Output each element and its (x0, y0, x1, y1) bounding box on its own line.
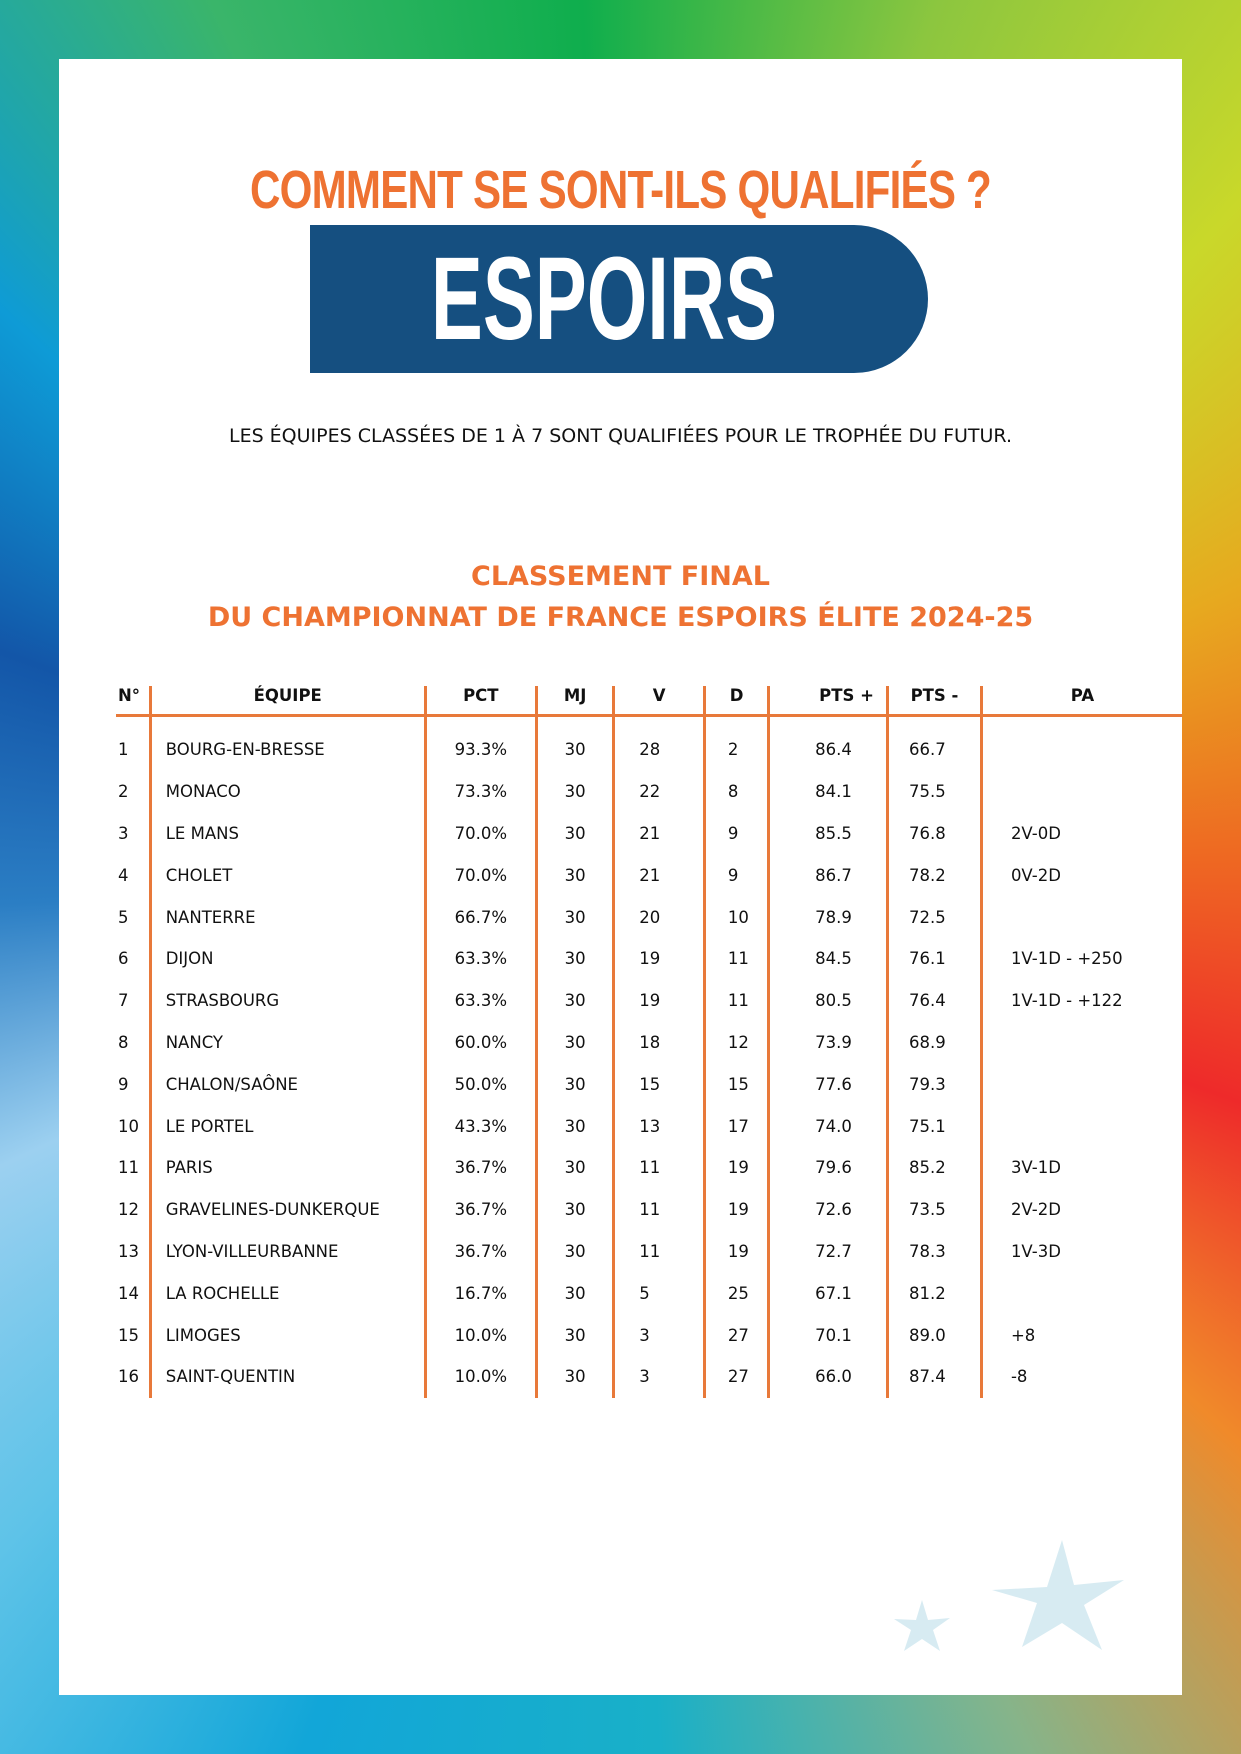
cell-pts-minus: 75.5 (888, 771, 982, 813)
cell-v: 28 (614, 716, 705, 771)
cell-num: 6 (116, 938, 150, 980)
table-row (116, 1105, 1182, 1147)
cell-num: 10 (116, 1105, 150, 1147)
cell-team: CHOLET (150, 854, 425, 896)
cell-pts-minus: 72.5 (888, 896, 982, 938)
cell-d: 9 (704, 854, 768, 896)
cell-gap (769, 1231, 807, 1273)
cell-team: DIJON (150, 938, 425, 980)
cell-d: 19 (704, 1189, 768, 1231)
cell-d: 19 (704, 1147, 768, 1189)
header-v: V (614, 686, 705, 716)
cell-team: LA ROCHELLE (150, 1272, 425, 1314)
cell-gap (769, 938, 807, 980)
table-row (116, 980, 1182, 1022)
cell-pts-plus: 80.5 (807, 980, 887, 1022)
header-pts-plus: PTS + (807, 686, 887, 716)
standings-table (116, 686, 1182, 1398)
cell-mj: 30 (536, 1314, 613, 1356)
cell-pts-minus: 76.8 (888, 813, 982, 855)
cell-gap (769, 771, 807, 813)
cell-pts-minus: 68.9 (888, 1022, 982, 1064)
cell-pa (981, 1063, 1182, 1105)
table-row (116, 938, 1182, 980)
cell-num: 14 (116, 1272, 150, 1314)
cell-d: 9 (704, 813, 768, 855)
cell-mj: 30 (536, 1022, 613, 1064)
cell-d: 11 (704, 938, 768, 980)
cell-d: 19 (704, 1231, 768, 1273)
table-row (116, 1314, 1182, 1356)
cell-pts-plus: 66.0 (807, 1356, 887, 1398)
cell-mj: 30 (536, 896, 613, 938)
cell-pct: 70.0% (425, 854, 536, 896)
cell-mj: 30 (536, 1356, 613, 1398)
cell-num: 13 (116, 1231, 150, 1273)
table-row (116, 1272, 1182, 1314)
cell-d: 10 (704, 896, 768, 938)
cell-num: 8 (116, 1022, 150, 1064)
header-pts-minus: PTS - (888, 686, 982, 716)
cell-mj: 30 (536, 771, 613, 813)
table-row (116, 1356, 1182, 1398)
cell-pct: 16.7% (425, 1272, 536, 1314)
table-row (116, 771, 1182, 813)
cell-gap (769, 1022, 807, 1064)
cell-pct: 36.7% (425, 1147, 536, 1189)
standings-subtitle: DU CHAMPIONNAT DE FRANCE ESPOIRS ÉLITE 2024-25 (207, 602, 1034, 633)
cell-pa: 3V-1D (1010, 1158, 1061, 1178)
cell-pa (981, 896, 1182, 938)
cell-pa: 1V-3D (1010, 1241, 1061, 1261)
cell-gap (769, 1189, 807, 1231)
cell-gap (769, 980, 807, 1022)
cell-pts-plus: 67.1 (807, 1272, 887, 1314)
table-row (116, 854, 1182, 896)
cell-gap (769, 1314, 807, 1356)
cell-team: NANCY (150, 1022, 425, 1064)
cell-pts-minus: 89.0 (888, 1314, 982, 1356)
cell-gap (769, 813, 807, 855)
header-pct: PCT (425, 686, 536, 716)
cell-pa: 0V-2D (1010, 865, 1061, 885)
cell-d: 8 (704, 771, 768, 813)
logo-text: ESPOIRS ELITE (430, 233, 778, 505)
cell-pa: +8 (1010, 1325, 1036, 1345)
headline: COMMENT SE SONT-ILS QUALIFIÉS ? (249, 160, 992, 220)
cell-v: 21 (614, 854, 705, 896)
cell-team: GRAVELINES-DUNKERQUE (150, 1189, 425, 1231)
cell-pts-plus: 84.1 (807, 771, 887, 813)
cell-pa (981, 771, 1182, 813)
cell-pts-minus: 76.1 (888, 938, 982, 980)
cell-pct: 93.3% (425, 716, 536, 771)
cell-num: 16 (116, 1356, 150, 1398)
decorative-stars-icon (862, 1535, 1162, 1675)
table-row (116, 1189, 1182, 1231)
cell-gap (769, 716, 807, 771)
table-row (116, 813, 1182, 855)
cell-pct: 63.3% (425, 938, 536, 980)
cell-pct: 10.0% (425, 1356, 536, 1398)
cell-pts-minus: 78.2 (888, 854, 982, 896)
header-d: D (704, 686, 768, 716)
table-row (116, 896, 1182, 938)
cell-num: 15 (116, 1314, 150, 1356)
cell-pct: 36.7% (425, 1189, 536, 1231)
cell-pts-minus: 81.2 (888, 1272, 982, 1314)
cell-pa: 2V-2D (1010, 1200, 1061, 1220)
cell-pct: 63.3% (425, 980, 536, 1022)
cell-team: STRASBOURG (150, 980, 425, 1022)
cell-team: BOURG-EN-BRESSE (150, 716, 425, 771)
cell-pa (981, 1022, 1182, 1064)
cell-pa: 2V-0D (1010, 823, 1061, 843)
cell-pct: 73.3% (425, 771, 536, 813)
cell-num: 11 (116, 1147, 150, 1189)
cell-v: 11 (614, 1147, 705, 1189)
cell-mj: 30 (536, 938, 613, 980)
cell-mj: 30 (536, 1231, 613, 1273)
cell-mj: 30 (536, 1063, 613, 1105)
cell-pts-minus: 85.2 (888, 1147, 982, 1189)
table-header-row (116, 686, 1182, 716)
table-row (116, 1022, 1182, 1064)
cell-gap (769, 1147, 807, 1189)
cell-v: 11 (614, 1189, 705, 1231)
cell-gap (769, 854, 807, 896)
cell-d: 25 (704, 1272, 768, 1314)
cell-mj: 30 (536, 813, 613, 855)
cell-team: SAINT-QUENTIN (150, 1356, 425, 1398)
cell-num: 12 (116, 1189, 150, 1231)
cell-team: MONACO (150, 771, 425, 813)
cell-gap (769, 1105, 807, 1147)
header-team: ÉQUIPE (150, 686, 425, 716)
cell-d: 11 (704, 980, 768, 1022)
cell-pts-plus: 72.7 (807, 1231, 887, 1273)
cell-team: LYON-VILLEURBANNE (150, 1231, 425, 1273)
cell-v: 13 (614, 1105, 705, 1147)
cell-team: LIMOGES (150, 1314, 425, 1356)
cell-num: 7 (116, 980, 150, 1022)
cell-v: 5 (614, 1272, 705, 1314)
cell-d: 27 (704, 1314, 768, 1356)
cell-pts-plus: 73.9 (807, 1022, 887, 1064)
cell-pa (981, 716, 1182, 771)
cell-pts-minus: 78.3 (888, 1231, 982, 1273)
cell-pts-plus: 85.5 (807, 813, 887, 855)
cell-pct: 10.0% (425, 1314, 536, 1356)
cell-num: 1 (116, 716, 150, 771)
cell-mj: 30 (536, 1272, 613, 1314)
cell-team: NANTERRE (150, 896, 425, 938)
cell-v: 20 (614, 896, 705, 938)
cell-num: 5 (116, 896, 150, 938)
cell-d: 17 (704, 1105, 768, 1147)
cell-d: 27 (704, 1356, 768, 1398)
cell-v: 11 (614, 1231, 705, 1273)
cell-v: 18 (614, 1022, 705, 1064)
cell-team: CHALON/SAÔNE (150, 1063, 425, 1105)
cell-pts-minus: 66.7 (888, 716, 982, 771)
cell-pts-plus: 70.1 (807, 1314, 887, 1356)
cell-pts-plus: 77.6 (807, 1063, 887, 1105)
cell-pts-plus: 79.6 (807, 1147, 887, 1189)
cell-v: 19 (614, 938, 705, 980)
cell-pts-minus: 76.4 (888, 980, 982, 1022)
table-row (116, 1231, 1182, 1273)
cell-mj: 30 (536, 716, 613, 771)
cell-gap (769, 1356, 807, 1398)
cell-pts-minus: 79.3 (888, 1063, 982, 1105)
cell-mj: 30 (536, 1147, 613, 1189)
cell-team: PARIS (150, 1147, 425, 1189)
cell-v: 21 (614, 813, 705, 855)
cell-mj: 30 (536, 1105, 613, 1147)
cell-num: 3 (116, 813, 150, 855)
qualification-note: LES ÉQUIPES CLASSÉES DE 1 À 7 SONT QUALIFIÉES POUR LE TROPHÉE DU FUTUR. (228, 425, 1012, 447)
cell-team: LE MANS (150, 813, 425, 855)
table-row (116, 716, 1182, 771)
cell-pct: 36.7% (425, 1231, 536, 1273)
cell-num: 4 (116, 854, 150, 896)
table-row (116, 1147, 1182, 1189)
cell-mj: 30 (536, 1189, 613, 1231)
cell-pts-plus: 74.0 (807, 1105, 887, 1147)
cell-pct: 60.0% (425, 1022, 536, 1064)
cell-pts-plus: 86.7 (807, 854, 887, 896)
cell-pa: 1V-1D - +122 (1010, 991, 1123, 1011)
cell-pa (981, 1272, 1182, 1314)
header-num: N° (116, 686, 150, 716)
cell-pa: -8 (1010, 1367, 1028, 1387)
cell-d: 15 (704, 1063, 768, 1105)
cell-pct: 70.0% (425, 813, 536, 855)
cell-team: LE PORTEL (150, 1105, 425, 1147)
cell-pct: 66.7% (425, 896, 536, 938)
cell-num: 9 (116, 1063, 150, 1105)
cell-pct: 50.0% (425, 1063, 536, 1105)
cell-pts-plus: 72.6 (807, 1189, 887, 1231)
cell-pts-minus: 73.5 (888, 1189, 982, 1231)
header-mj: MJ (536, 686, 613, 716)
cell-pa: 1V-1D - +250 (1010, 949, 1123, 969)
cell-v: 22 (614, 771, 705, 813)
header-gap (769, 686, 807, 716)
cell-pts-plus: 86.4 (807, 716, 887, 771)
cell-v: 19 (614, 980, 705, 1022)
cell-num: 2 (116, 771, 150, 813)
cell-gap (769, 1272, 807, 1314)
standings-title: CLASSEMENT FINAL (471, 561, 770, 592)
cell-pts-minus: 87.4 (888, 1356, 982, 1398)
table-row (116, 1063, 1182, 1105)
cell-v: 3 (614, 1356, 705, 1398)
cell-pts-minus: 75.1 (888, 1105, 982, 1147)
cell-pts-plus: 78.9 (807, 896, 887, 938)
cell-gap (769, 896, 807, 938)
cell-v: 3 (614, 1314, 705, 1356)
cell-pts-plus: 84.5 (807, 938, 887, 980)
header-pa: PA (981, 686, 1182, 716)
cell-mj: 30 (536, 980, 613, 1022)
cell-d: 12 (704, 1022, 768, 1064)
cell-pct: 43.3% (425, 1105, 536, 1147)
cell-v: 15 (614, 1063, 705, 1105)
cell-mj: 30 (536, 854, 613, 896)
cell-pa (981, 1105, 1182, 1147)
page-card (59, 59, 1182, 1695)
cell-d: 2 (704, 716, 768, 771)
cell-gap (769, 1063, 807, 1105)
